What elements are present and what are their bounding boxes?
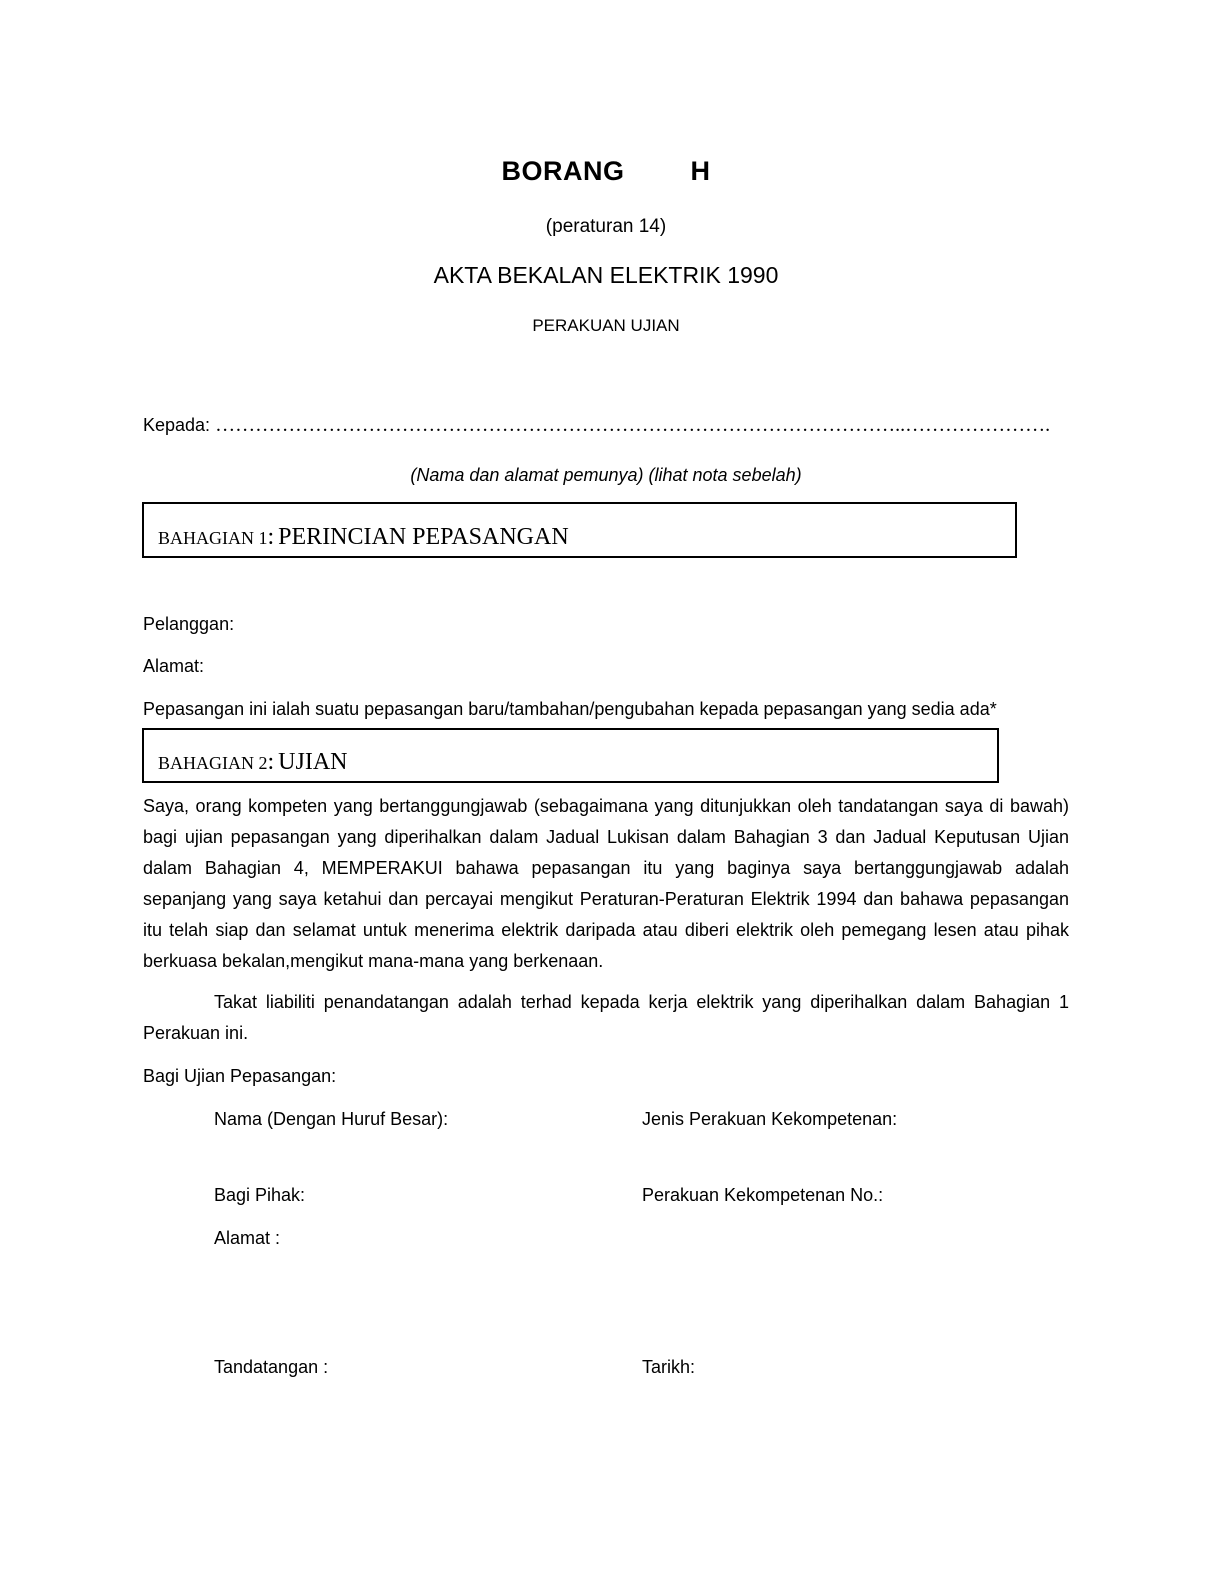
certificate-title: PERAKUAN UJIAN — [532, 316, 680, 335]
signature-label: Tandatangan : — [214, 1357, 329, 1377]
customer-address-label: Alamat: — [143, 656, 205, 676]
form-title: BORANG H — [501, 156, 711, 186]
recipient-note: (Nama dan alamat pemunya) (lihat nota sebelah) — [410, 465, 802, 485]
section2-colon: : — [267, 749, 275, 775]
section2-prefix: BAHAGIAN 2 — [158, 753, 268, 773]
tester-address-label: Alamat : — [214, 1228, 281, 1248]
party-label: Bagi Pihak: — [214, 1185, 306, 1205]
section1-colon: : — [267, 524, 275, 550]
act-title: AKTA BEKALAN ELEKTRIK 1990 — [433, 262, 779, 288]
customer-label: Pelanggan: — [143, 614, 235, 634]
section1-title: PERINCIAN PEPASANGAN — [278, 524, 569, 550]
date-label: Tarikh: — [642, 1357, 696, 1377]
recipient-line — [143, 414, 1050, 437]
section2-title: UJIAN — [278, 749, 348, 775]
certification-paragraph: Saya, orang kompeten yang bertanggungjawab (sebagaimana yang ditunjukkan oleh tandatangan saya di bawah) bagi ujian pepasangan yang diperihalkan dalam Jadual Lukisan dalam Bahagian 3 dan Jadual Keputusan Ujian dalam Bahagian 4, MEMPERAKUI bahawa pepasangan itu yang baginya saya bertanggungjawab adalah sepanjang yang saya ketahui dan percayai mengikut Peraturan-Peraturan Elektrik 1994 dan bahawa pepasangan itu telah siap dan selamat untuk menerima elektrik daripada atau diberi elektrik oleh pemegang lesen atau pihak berkuasa bekalan,mengikut mana-mana yang berkenaan. — [143, 796, 1069, 971]
recipient-fill-dots: …………………………………………………………………………………………..…………………. — [215, 414, 1051, 436]
section1-header-box — [142, 502, 1017, 558]
installation-statement: Pepasangan ini ialah suatu pepasangan baru/tambahan/pengubahan kepada pepasangan yang sedia ada* — [143, 699, 997, 719]
recipient-label: Kepada: — [143, 415, 211, 435]
name-label: Nama (Dengan Huruf Besar): — [214, 1109, 449, 1129]
regulation-reference: (peraturan 14) — [545, 216, 667, 237]
section2-header-box — [142, 728, 999, 783]
competency-type-label: Jenis Perakuan Kekompetenan: — [642, 1109, 898, 1129]
section1-prefix: BAHAGIAN 1 — [158, 528, 268, 548]
competency-number-label: Perakuan Kekompetenan No.: — [642, 1185, 884, 1205]
liability-paragraph: Takat liabiliti penandatangan adalah terhad kepada kerja elektrik yang diperihalkan dalam Bahagian 1 Perakuan ini. — [143, 992, 1069, 1043]
for-test-label: Bagi Ujian Pepasangan: — [143, 1066, 337, 1086]
